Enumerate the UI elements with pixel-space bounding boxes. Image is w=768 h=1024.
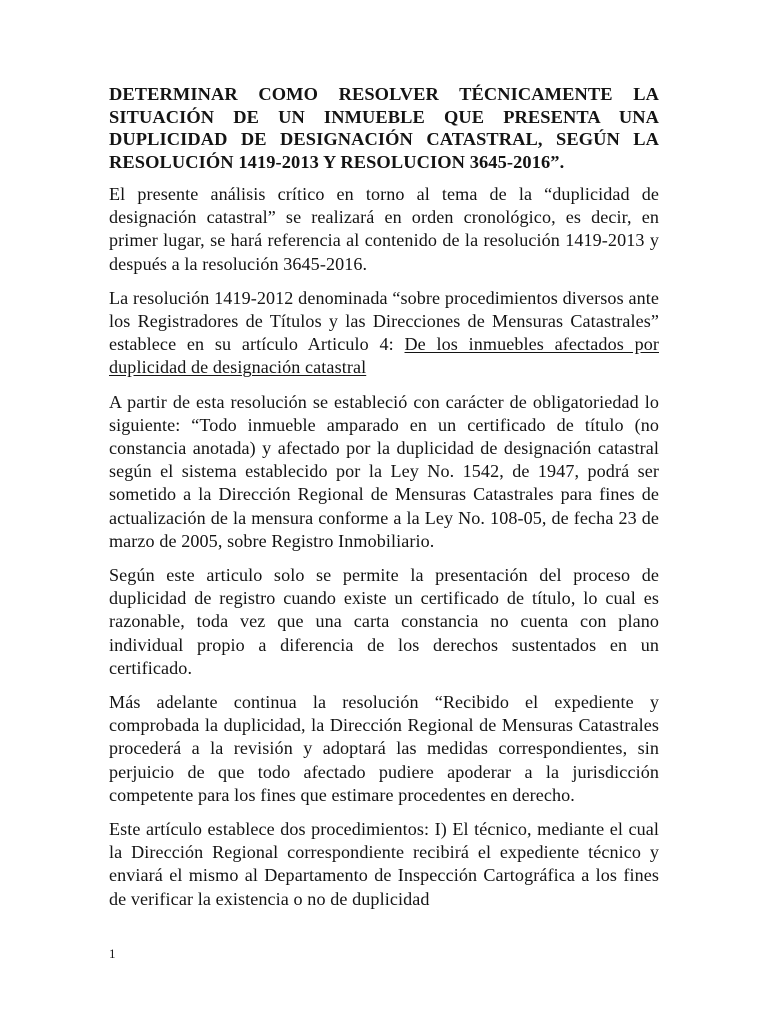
paragraph-5: Más adelante continua la resolución “Recibido el expediente y comprobada la duplicidad, la Dirección Regional de Mensuras Catastrales procederá a la revisión y adoptará las medidas correspondientes, sin perjuicio de que todo afectado pudiere apoderar a la jurisdicción competente para los fines que estimare procedentes en derecho. <box>109 692 659 805</box>
document-title: DETERMINAR COMO RESOLVER TÉCNICAMENTE LA SITUACIÓN DE UN INMUEBLE QUE PRESENTA UNA DUPLICIDAD DE DESIGNACIÓN CATASTRAL, SEGÚN LA RESOLUCIÓN 1419-2013 Y RESOLUCION 3645-2016”. <box>109 84 659 172</box>
page-number: 1 <box>109 946 116 961</box>
article-4-heading-underlined: De los inmuebles afectados por duplicidad de designación catastral <box>109 334 659 378</box>
paragraph-2-text: La resolución 1419-2012 denominada “sobre procedimientos diversos ante los Registradores de Títulos y las Direcciones de Mensuras Catastrales” establece en su artículo Articulo 4: <box>109 287 659 355</box>
paragraph-2 <box>109 287 659 380</box>
paragraph-4: Según este articulo solo se permite la presentación del proceso de duplicidad de registro cuando existe un certificado de título, lo cual es razonable, toda vez que una carta constancia no cuenta con plano individual propio a diferencia de los derechos sustentados en un certificado. <box>109 565 659 678</box>
document-page <box>109 83 659 922</box>
paragraph-3: A partir de esta resolución se estableció con carácter de obligatoriedad lo siguiente: “Todo inmueble amparado en un certificado de título (no constancia anotada) y afectado por la duplicidad de designación catastral según el sistema establecido por la Ley No. 1542, de 1947, podrá ser sometido a la Dirección Regional de Mensuras Catastrales para fines de actualización de la mensura conforme a la Ley No. 108-05, de fecha 23 de marzo de 2005, sobre Registro Inmobiliario. <box>109 391 659 551</box>
paragraph-1: El presente análisis crítico en torno al tema de la “duplicidad de designación catastral” se realizará en orden cronológico, es decir, en primer lugar, se hará referencia al contenido de la resolución 1419-2013 y después a la resolución 3645-2016. <box>109 184 659 274</box>
paragraph-6: Este artículo establece dos procedimientos: I) El técnico, mediante el cual la Dirección Regional correspondiente recibirá el expediente técnico y enviará el mismo al Departamento de Inspección Cartográfica a los fines de verificar la existencia o no de duplicidad <box>109 819 659 909</box>
